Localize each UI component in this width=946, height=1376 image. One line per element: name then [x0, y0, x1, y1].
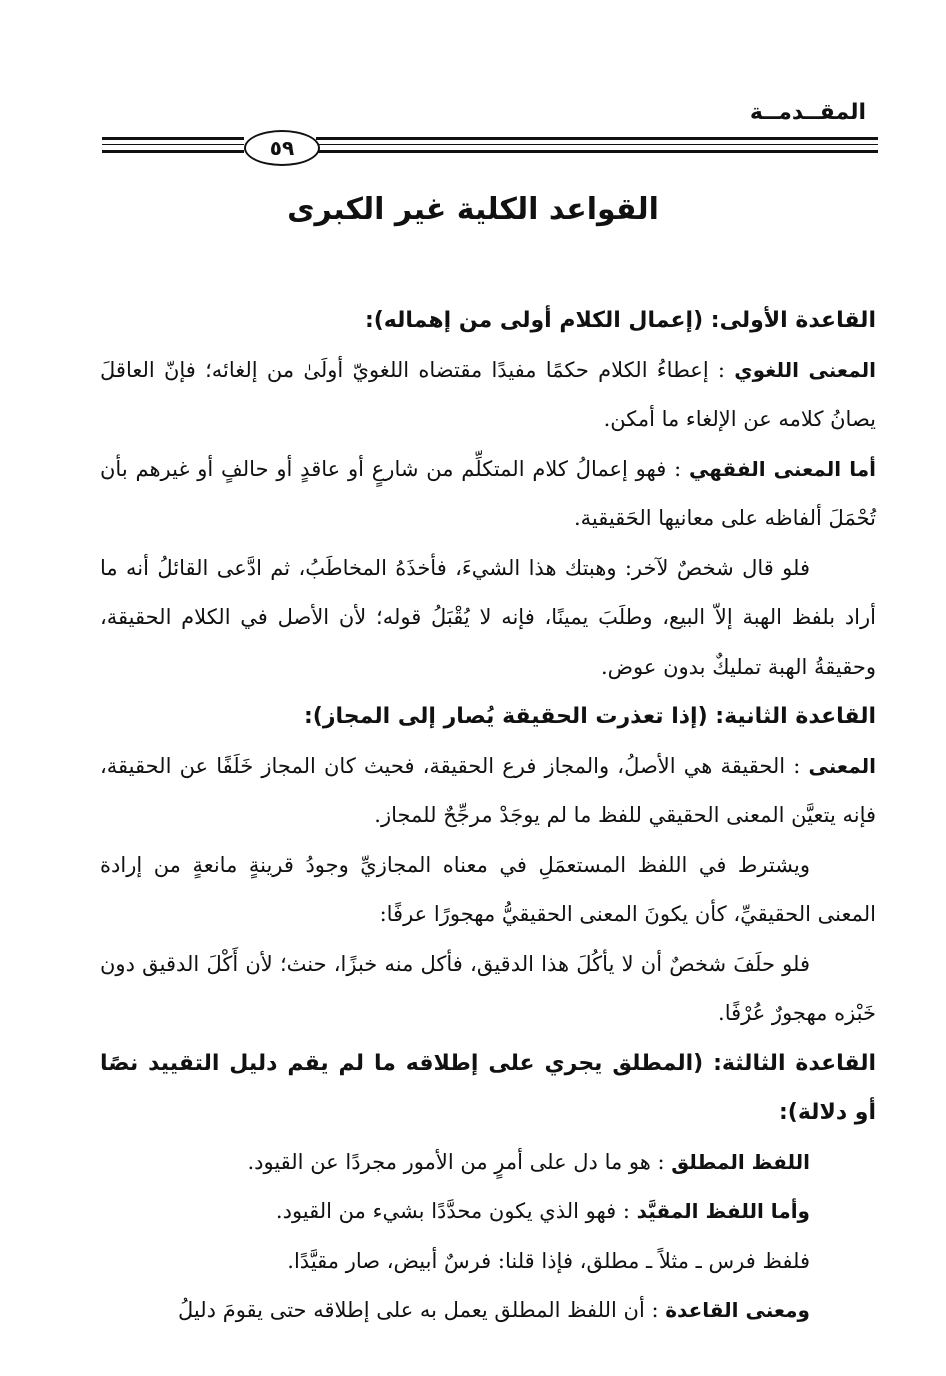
header-rule-line-bottom: [316, 150, 878, 153]
body-text: [100, 296, 876, 1336]
page-number: ٥٩: [244, 130, 320, 166]
rule2-example: فلو حلَفَ شخصٌ أن لا يأكُلَ هذا الدقيق، فأكل منه خبزًا، حنث؛ لأن أَكْلَ الدقيق دون خَبْزه مهجورٌ عُرْفًا.: [100, 951, 876, 1025]
header-rule-line-middle: [316, 144, 878, 145]
rule2-condition: ويشترط في اللفظ المستعمَلِ في معناه المجازيِّ وجودُ قرينةٍ مانعةٍ من إرادة المعنى الحقيقيِّ، كأن يكونَ المعنى الحقيقيُّ مهجورًا عرفًا:: [100, 852, 876, 926]
rule2-heading: القاعدة الثانية: (إذا تعذرت الحقيقة يُصار إلى المجاز):: [304, 704, 876, 729]
rule1-lexical-paragraph: [100, 346, 876, 445]
rule3-heading: القاعدة الثالثة: (المطلق يجري على إطلاقه ما لم يقم دليل التقييد نصًا أو دلالة):: [100, 1050, 876, 1125]
rule3-meaning-term: ومعنى القاعدة: [665, 1298, 810, 1322]
rule3-example: فلفظ فرس ـ مثلاً ـ مطلق، فإذا قلنا: فرسٌ أبيض، صار مقيَّدًا.: [287, 1248, 810, 1273]
rule2-meaning-paragraph: [100, 742, 876, 841]
rule1-lexical-text: : إعطاءُ الكلام حكمًا مفيدًا مقتضاه اللغويّ أولَىٰ من إلغائه؛ فإنّ العاقلَ يصانُ كلامه عن الإلغاء ما أمكن.: [100, 357, 876, 431]
header-rule-line-left-middle: [102, 144, 244, 145]
rule3-restricted-term: وأما اللفظ المقيَّد: [636, 1199, 810, 1223]
rule1-example: فلو قال شخصٌ لآخر: وهبتك هذا الشيءَ، فأخذَهُ المخاطَبُ، ثم ادَّعى القائلُ أنه ما أراد بلفظ الهبة إلاّ البيع، وطلَبَ يمينًا، فإنه لا يُقْبَلُ قوله؛ لأن الأصل في الكلام الحقيقة، وحقيقةُ الهبة تمليكٌ بدون عوض.: [100, 555, 876, 679]
rule1-lexical-term: المعنى اللغوي: [734, 357, 876, 382]
running-title: المقــدمــة: [749, 100, 866, 125]
rule3-absolute-term: اللفظ المطلق: [671, 1149, 810, 1174]
rule3-absolute-paragraph: [100, 1138, 876, 1188]
header-rule: [102, 128, 878, 164]
rule3-absolute-text: : هو ما دل على أمرٍ من الأمور مجردًا عن القيود.: [247, 1149, 665, 1174]
rule3-restricted-paragraph: [100, 1187, 876, 1237]
rule1-fiqh-term: أما المعنى الفقهي: [688, 456, 876, 481]
rule1-heading: القاعدة الأولى: (إعمال الكلام أولى من إهماله):: [364, 308, 876, 333]
header-rule-line-left-top: [102, 137, 244, 140]
header-rule-line-left-bottom: [102, 150, 244, 153]
rule1-fiqh-paragraph: [100, 445, 876, 544]
chapter-title: القواعد الكلية غير الكبرى: [287, 192, 659, 227]
header-rule-line-top: [316, 137, 878, 140]
rule1-fiqh-text: : فهو إعمالُ كلام المتكلِّم من شارعٍ أو عاقدٍ أو حالفٍ أو غيرهم بأن تُحْمَلَ ألفاظه على معانيها الحَقيقية.: [100, 456, 876, 530]
rule3-meaning-text: : أن اللفظ المطلق يعمل به على إطلاقه حتى يقومَ دليلُ: [178, 1298, 659, 1322]
rule2-meaning-text: : الحقيقة هي الأصلُ، والمجاز فرع الحقيقة، فحيث كان المجاز خَلَفًا عن الحقيقة، فإنه يتعيَّن المعنى الحقيقي للفظ ما لم يوجَدْ مرجِّحٌ للمجاز.: [100, 753, 876, 827]
rule3-meaning-paragraph: [100, 1286, 876, 1336]
rule2-meaning-term: المعنى: [808, 753, 876, 778]
rule3-restricted-text: : فهو الذي يكون محدَّدًا بشيء من القيود.: [275, 1199, 630, 1223]
